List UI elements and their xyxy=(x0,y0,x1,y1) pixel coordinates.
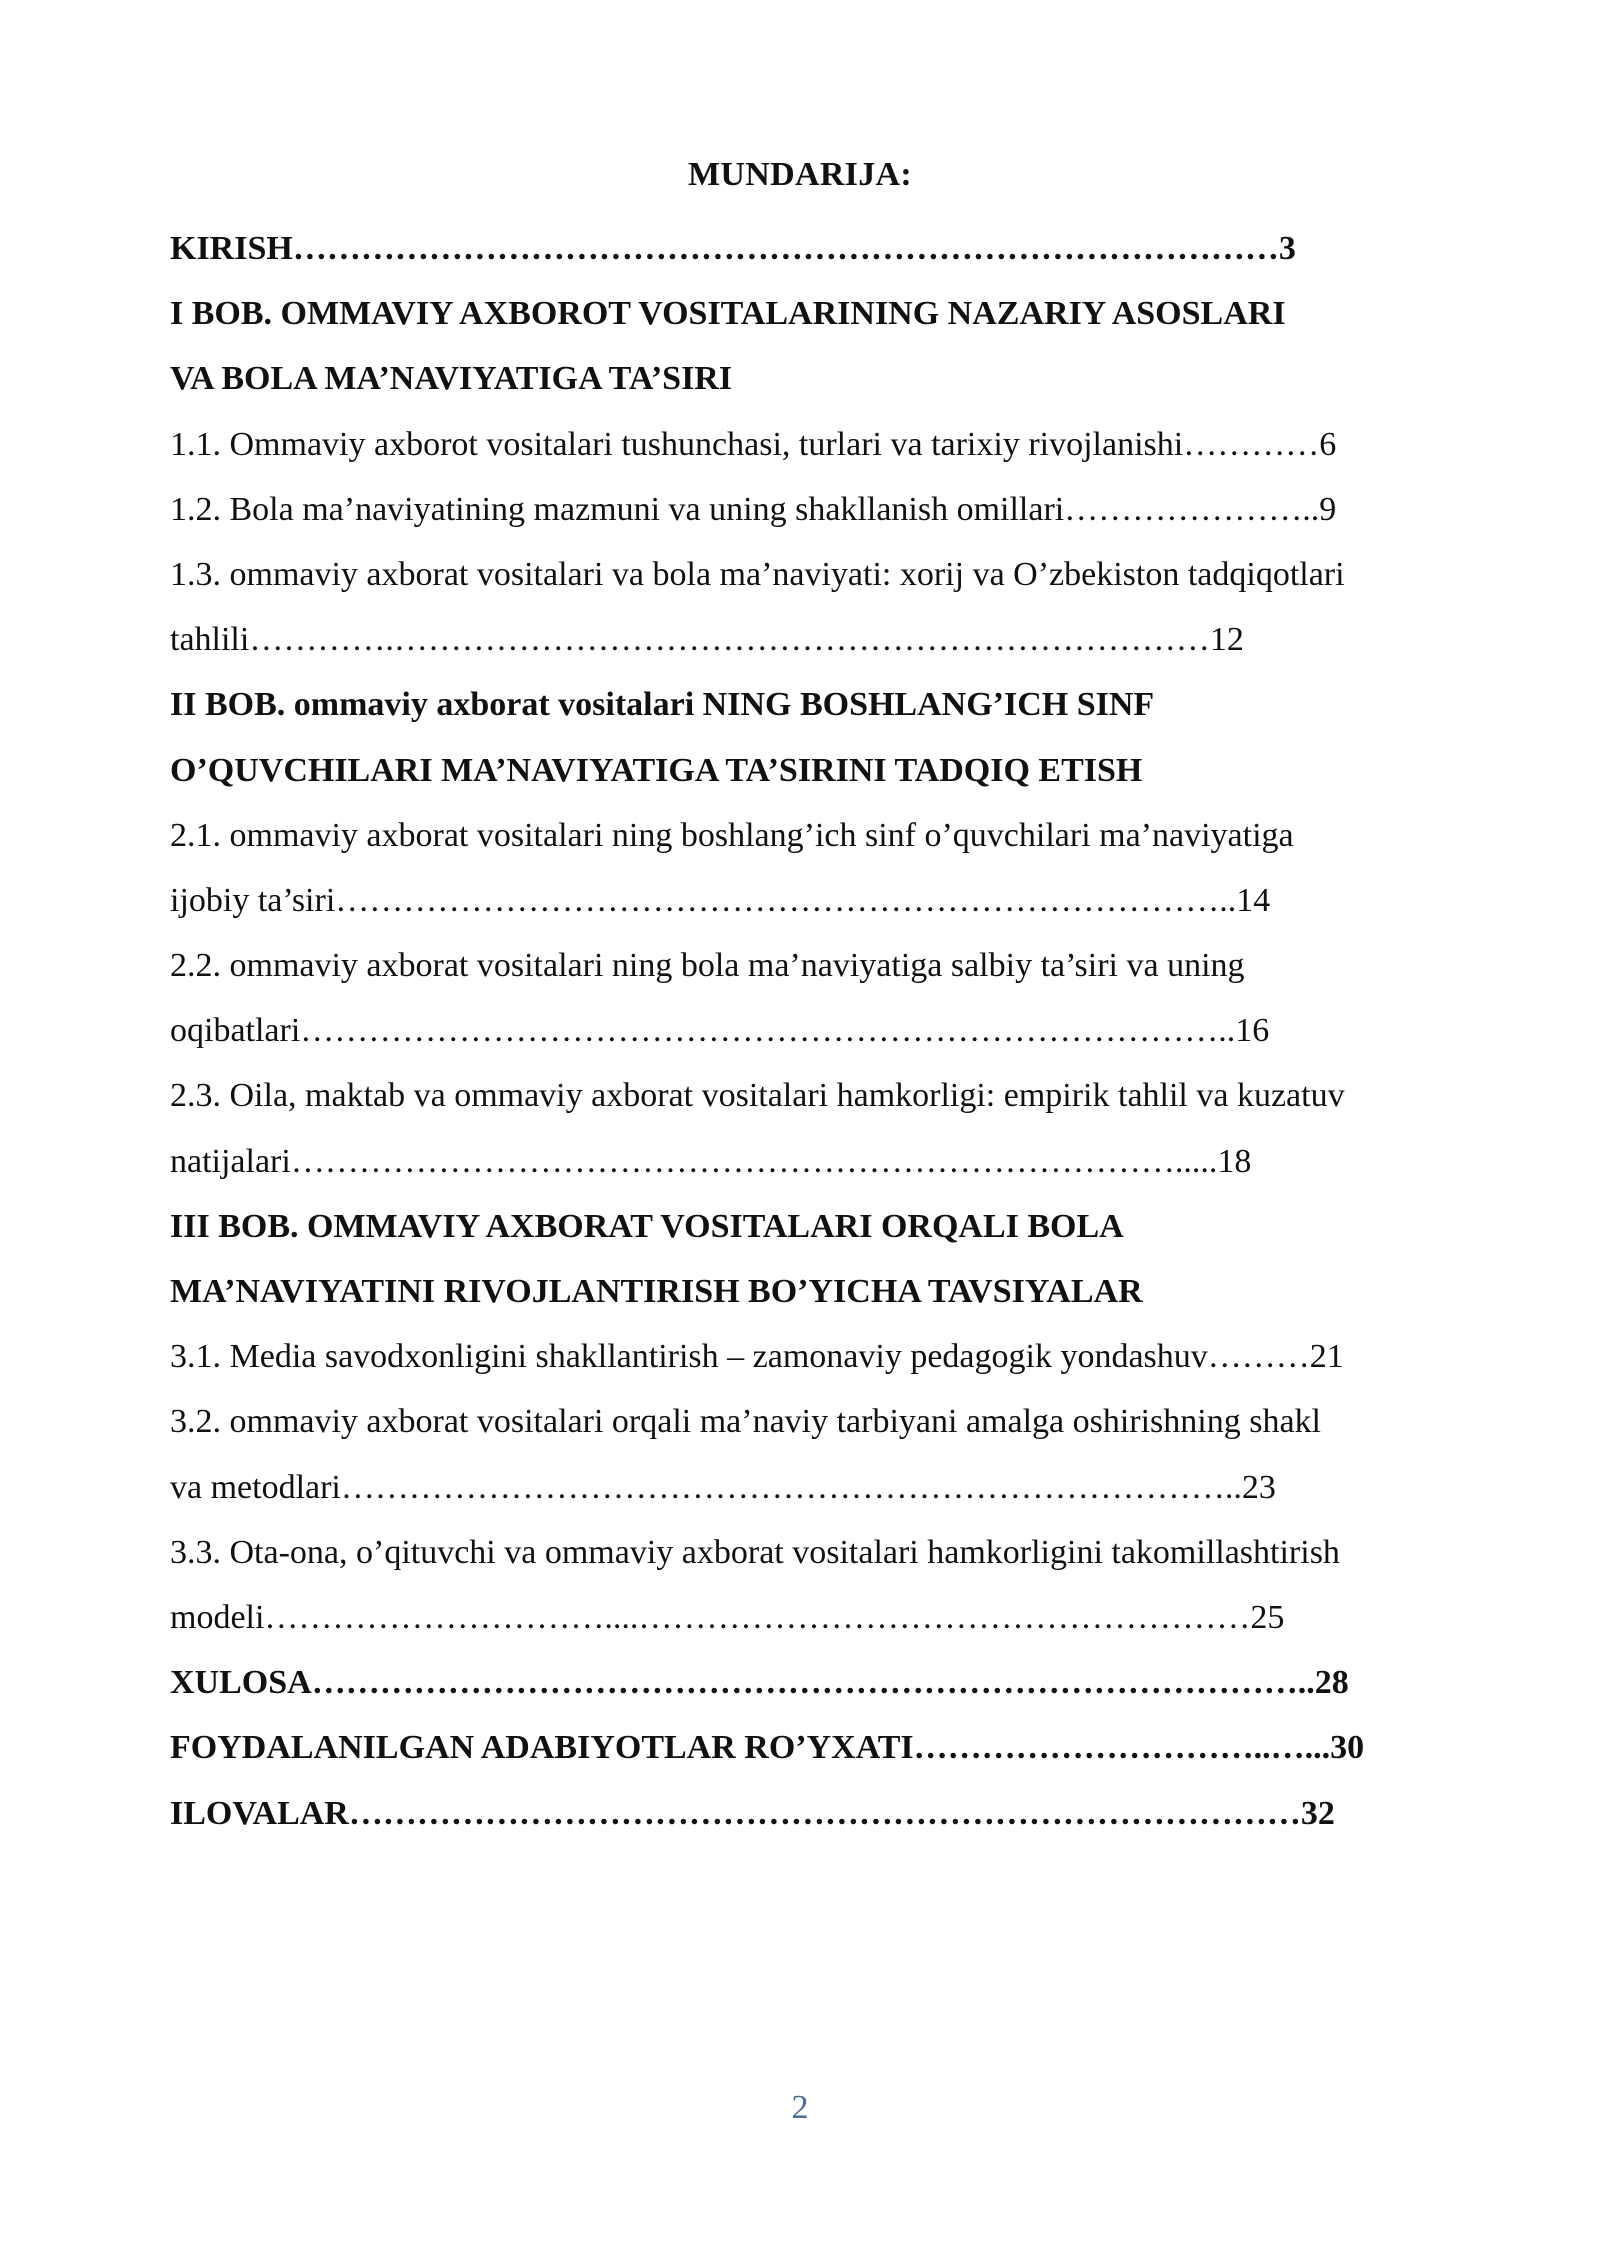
toc-section-1-3-cont: tahlili………….………………………………………………………………12 xyxy=(170,621,1244,659)
toc-section-3-1: 3.1. Media savodxonligini shakllantirish – zamonaviy pedagogik yondashuv………21 xyxy=(170,1338,1344,1376)
toc-section-3-2: 3.2. ommaviy axborat vositalari orqali ma’naviy tarbiyani amalga oshirishning shakl xyxy=(170,1403,1322,1441)
toc-entry-kirish: KIRISH……………………………………………………………………………3 xyxy=(170,230,1296,267)
toc-entry-ilovalar: ILOVALAR…………………………………………………………………………32 xyxy=(170,1794,1335,1832)
toc-section-1-3: 1.3. ommaviy axborat vositalari va bola ma’naviyati: xorij va O’zbekiston tadqiqotlari xyxy=(170,555,1345,593)
toc-section-3-2-cont: va metodlari……………………………………………………………………..23 xyxy=(170,1468,1276,1506)
toc-chapter-1-heading: I BOB. OMMAVIY AXBOROT VOSITALARINING NAZARIY ASOSLARI xyxy=(170,295,1286,333)
toc-section-2-2-cont: oqibatlari………………………………………………………………………..16 xyxy=(170,1012,1270,1050)
toc-section-3-3: 3.3. Ota-ona, o’qituvchi va ommaviy axborat vositalari hamkorligini takomillashtirish xyxy=(170,1533,1340,1571)
toc-section-2-1-cont: ijobiy ta’siri……………………………………………………………………..14 xyxy=(170,881,1271,919)
page-number: 2 xyxy=(791,2089,809,2126)
table-of-contents xyxy=(170,216,1475,1846)
toc-title: MUNDARIJA: xyxy=(688,156,912,193)
toc-section-1-1: 1.1. Ommaviy axborot vositalari tushunchasi, turlari va tarixiy rivojlanishi…………6 xyxy=(170,425,1337,463)
toc-section-1-2: 1.2. Bola ma’naviyatining mazmuni va uning shakllanish omillari…………………..9 xyxy=(170,490,1337,528)
toc-chapter-3-heading: III BOB. OMMAVIY AXBORAT VOSITALARI ORQALI BOLA xyxy=(170,1207,1124,1245)
toc-chapter-3-heading-cont: MA’NAVIYATINI RIVOJLANTIRISH BO’YICHA TAVSIYALAR xyxy=(170,1273,1143,1310)
toc-section-2-3-cont: natijalari…………………………………………………………………….....18 xyxy=(170,1142,1252,1180)
toc-section-2-2: 2.2. ommaviy axborat vositalari ning bola ma’naviyatiga salbiy ta’siri va uning xyxy=(170,947,1245,985)
toc-chapter-2-heading-cont: O’QUVCHILARI MA’NAVIYATIGA TA’SIRINI TADQIQ ETISH xyxy=(170,751,1143,789)
toc-section-3-3-cont: modeli…………………………....………………………………………………25 xyxy=(170,1598,1285,1636)
toc-entry-adabiyotlar: FOYDALANILGAN ADABIYOTLAR RO’YXATI…………………………..…...30 xyxy=(170,1729,1365,1767)
toc-chapter-1-heading-cont: VA BOLA MA’NAVIYATIGA TA’SIRI xyxy=(170,360,733,398)
toc-section-2-1: 2.1. ommaviy axborat vositalari ning boshlang’ich sinf o’quvchilari ma’naviyatiga xyxy=(170,816,1294,854)
toc-entry-xulosa: XULOSA……………………………………………………………………………..28 xyxy=(170,1664,1349,1702)
toc-section-2-3: 2.3. Oila, maktab va ommaviy axborat vositalari hamkorligi: empirik tahlil va kuzatuv xyxy=(170,1077,1345,1115)
toc-chapter-2-heading: II BOB. ommaviy axborat vositalari NING BOSHLANG’ICH SINF xyxy=(170,686,1155,724)
